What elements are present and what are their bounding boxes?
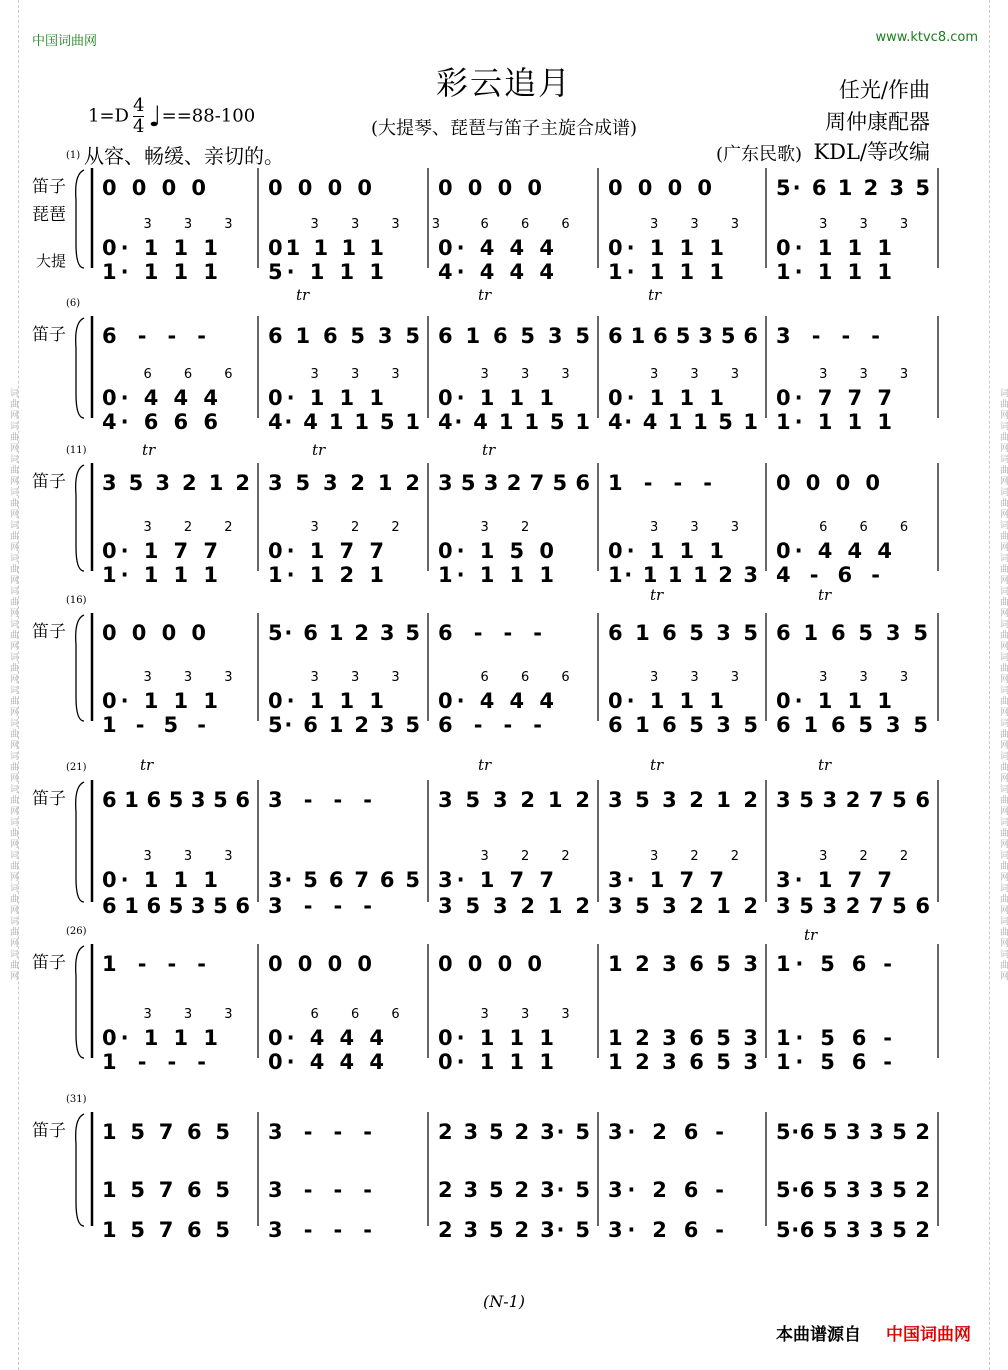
measure-number: (26) (66, 926, 87, 937)
page-title: 彩云追月 (435, 64, 572, 102)
pipa-notes: 0· 1 1 1 (438, 1026, 554, 1050)
tuplet-marks: 3 3 3 (310, 367, 414, 382)
measure-number: (21) (66, 762, 87, 773)
tuplet-marks: 3 2 (480, 520, 544, 535)
flute-notes: 0 0 0 0 (776, 471, 880, 495)
pipa-notes: 0· 1 1 1 (776, 236, 892, 260)
flute-notes: 3 5 3 2 1 2 (608, 788, 758, 812)
flute-notes: 3 5 3 2 1 2 (102, 471, 250, 495)
pipa-notes: 3· 1 7 7 (608, 868, 724, 892)
flute-notes: 6 - - - (438, 621, 542, 645)
left-watermark-strip: 词曲网词曲网词曲网词曲网词曲网词曲网词曲网词曲网词曲网词曲网词曲网词曲网词曲网词曲网词曲网词曲网词曲网词曲网 (0, 0, 19, 1370)
flute-notes: 5· 6 1 2 3 5 (268, 621, 420, 645)
tuplet-marks: 3 3 3 (480, 367, 584, 382)
tuplet-marks: 6 6 6 (480, 670, 584, 685)
cello-notes: 1· 1 1 1 2 3 (608, 563, 758, 587)
cello-notes: 1 2 3 6 5 3 (608, 1050, 758, 1074)
pipa-notes: 0· 4 4 4 (438, 236, 554, 260)
pipa-notes: 0· 1 1 1 (608, 386, 724, 410)
right-watermark-strip: 词曲网词曲网词曲网词曲网词曲网词曲网词曲网词曲网词曲网词曲网词曲网词曲网词曲网词曲网词曲网词曲网词曲网词曲网 (989, 0, 1008, 1370)
pipa-notes: 0· 1 1 1 (438, 386, 554, 410)
pipa-notes: 0· 4 4 4 (776, 539, 892, 563)
measure-number: (11) (66, 445, 87, 456)
cello-notes: 0· 4 4 4 (268, 1050, 384, 1074)
expression-marking: 从容、畅缓、亲切的。 (84, 144, 284, 168)
flute-notes: 3 - - - (776, 324, 880, 348)
time-numerator: 4 (132, 95, 145, 116)
cello-notes: 6 1 6 5 3 5 (776, 713, 928, 737)
quarter-note-icon: ♩ (148, 100, 162, 133)
origin-note: (广东民歌) (716, 144, 803, 165)
cello-notes: 1· 1 1 1 (776, 410, 892, 434)
instrument-label-flute: 笛子 (32, 325, 66, 345)
cello-notes: 3 5 3 2 1 2 (608, 894, 758, 918)
footer-source-text: 本曲谱源自 (776, 1325, 861, 1345)
flute-notes: 3 - - - (268, 1120, 372, 1144)
tuplet-marks: 3 3 3 (310, 670, 414, 685)
pipa-notes: 0· 1 1 1 (102, 1026, 218, 1050)
instrument-label-flute: 笛子 (32, 622, 66, 642)
cello-notes: 5·6 5 3 3 5 2 (776, 1218, 930, 1242)
trill-ornament: tr (818, 586, 832, 604)
trill-ornament: tr (482, 441, 496, 459)
flute-notes: 1 - - - (608, 471, 712, 495)
flute-notes: 0 0 0 0 (268, 176, 372, 200)
pipa-notes: 1 5 7 6 5 (102, 1178, 230, 1202)
trill-ornament: tr (648, 286, 662, 304)
cello-notes: 3 - - - (268, 894, 372, 918)
pipa-notes: 0· 1 1 1 (608, 539, 724, 563)
flute-notes: 0 0 0 0 (102, 176, 206, 200)
flute-notes: 1 2 3 6 5 3 (608, 952, 758, 976)
measure-number: (16) (66, 595, 87, 606)
tuplet-marks: 3 3 3 (650, 670, 754, 685)
cello-notes: 1· 1 1 1 (438, 563, 554, 587)
flute-notes: 6 1 6 5 3 5 (776, 621, 928, 645)
flute-notes: 3 5 3 2 1 2 (268, 471, 420, 495)
system-brace (76, 615, 84, 721)
trill-ornament: tr (142, 441, 156, 459)
pipa-notes: 01 1 1 1 (268, 236, 384, 260)
cello-notes: 3 5 3 2 7 5 6 (776, 894, 930, 918)
system-brace (76, 1114, 84, 1226)
cello-notes: 1· 1 1 1 (102, 563, 218, 587)
site-name-left: 中国词曲网 (32, 34, 98, 49)
pipa-notes: 0· 1 1 1 (102, 689, 218, 713)
system-brace (76, 782, 84, 902)
trill-ornament: tr (804, 926, 818, 944)
system-brace (76, 465, 84, 571)
tuplet-marks: 6 6 6 (143, 367, 247, 382)
trill-ornament: tr (818, 756, 832, 774)
flute-notes: 0 0 0 0 (438, 952, 542, 976)
flute-notes: 0 0 0 0 (608, 176, 712, 200)
system-brace (76, 946, 84, 1058)
flute-notes: 0 0 0 0 (438, 176, 542, 200)
composer-credit: 任光/作曲 (838, 78, 930, 102)
pipa-notes: 2 3 5 2 3· 5 (438, 1178, 590, 1202)
pipa-notes: 3· 2 6 - (608, 1178, 724, 1202)
editor-credit: KDL/等改编 (813, 140, 930, 164)
pipa-notes: 0· 1 7 7 (102, 539, 218, 563)
trill-ornament: tr (478, 756, 492, 774)
instrument-label-flute: 笛子 (32, 789, 66, 809)
tuplet-marks: 3 3 3 (143, 849, 247, 864)
cello-notes: 3· 2 6 - (608, 1218, 724, 1242)
flute-notes: 6 1 6 5 3 5 (608, 621, 758, 645)
tuplet-marks: 3 3 3 (480, 1007, 584, 1022)
pipa-notes: 0· 7 7 7 (776, 386, 892, 410)
tempo-marking: ==88-100 (161, 105, 256, 127)
tuplet-marks: 3 3 3 (143, 1007, 247, 1022)
cello-notes: 5· 6 1 2 3 5 (268, 713, 420, 737)
cello-notes: 4· 4 1 1 5 1 (268, 410, 420, 434)
pipa-notes: 0· 1 7 7 (268, 539, 384, 563)
flute-notes: 1 5 7 6 5 (102, 1120, 230, 1144)
arranger-credit: 周仲康配器 (825, 110, 930, 134)
tuplet-marks: 3 3 3 (143, 670, 247, 685)
cello-notes: 1 - - - (102, 1050, 206, 1074)
instrument-label-cello: 大提 (36, 252, 67, 270)
trill-ornament: tr (478, 286, 492, 304)
tuplet-marks: 3 3 3 (650, 217, 754, 232)
measure-number: (31) (66, 1094, 87, 1105)
pipa-notes: 0· 4 4 4 (438, 689, 554, 713)
measure-number: (1) (66, 150, 81, 161)
cello-notes: 4· 6 6 6 (102, 410, 218, 434)
tuplet-marks: 3 2 2 (819, 849, 923, 864)
cello-notes: 1 5 7 6 5 (102, 1218, 230, 1242)
tuplet-marks: 3 3 3 (819, 670, 923, 685)
cello-notes: 5· 1 1 1 (268, 260, 384, 284)
flute-notes: 3 - - - (268, 788, 372, 812)
flute-notes: 3 5 3 2 7 5 6 (776, 788, 930, 812)
pipa-notes: 3· 5 6 7 6 5 (268, 868, 420, 892)
instrument-label-flute: 笛子 (32, 953, 66, 973)
key-signature: 1=D (88, 105, 129, 127)
cello-notes: 1 - 5 - (102, 713, 206, 737)
cello-notes: 6 1 6 5 3 5 6 (102, 894, 250, 918)
flute-notes: 0 0 0 0 (268, 952, 372, 976)
tuplet-marks: 3 3 3 (650, 520, 754, 535)
cello-notes: 0· 1 1 1 (438, 1050, 554, 1074)
tuplet-marks: 3 2 2 (310, 520, 414, 535)
flute-notes: 1· 5 6 - (776, 952, 892, 976)
instrument-label-flute: 笛子 (32, 1121, 66, 1141)
cello-notes: 6 1 6 5 3 5 (608, 713, 758, 737)
cello-notes: 1· 1 1 1 (776, 260, 892, 284)
cello-notes: 4 - 6 - (776, 563, 880, 587)
pipa-notes: 3 - - - (268, 1178, 372, 1202)
flute-notes: 6 1 6 5 3 5 (438, 324, 590, 348)
flute-notes: 6 - - - (102, 324, 206, 348)
tuplet-marks: 3 3 3 (819, 217, 923, 232)
pipa-notes: 0· 1 1 1 (608, 236, 724, 260)
flute-notes: 6 1 6 5 3 5 (268, 324, 420, 348)
pipa-notes: 5·6 5 3 3 5 2 (776, 1178, 930, 1202)
measure-number: (6) (66, 298, 81, 309)
flute-notes: 5·6 5 3 3 5 2 (776, 1120, 930, 1144)
instrument-label-flute: 笛子 (32, 177, 66, 197)
cello-notes: 4· 4 1 1 5 1 (608, 410, 758, 434)
pipa-notes: 0· 1 1 1 (776, 689, 892, 713)
flute-notes: 3 5 3 2 1 2 (438, 788, 590, 812)
tuplet-marks: 3 2 2 (480, 849, 584, 864)
trill-ornament: tr (296, 286, 310, 304)
site-url-right: www.ktvc8.com (875, 30, 978, 45)
cello-notes: 3 5 3 2 1 2 (438, 894, 590, 918)
cello-notes: 2 3 5 2 3· 5 (438, 1218, 590, 1242)
trill-ornament: tr (650, 586, 664, 604)
time-denominator: 4 (132, 116, 145, 137)
instrument-label-pipa: 琵琶 (32, 205, 66, 225)
page-number: (N-1) (482, 1292, 526, 1311)
page-subtitle: (大提琴、琵琶与笛子主旋合成谱) (370, 118, 638, 139)
tuplet-marks: 3 2 2 (650, 849, 754, 864)
footer-site-name: 中国词曲网 (886, 1325, 971, 1345)
flute-notes: 0 0 0 0 (102, 621, 206, 645)
pipa-notes: 3· 1 7 7 (438, 868, 554, 892)
pipa-notes: 0· 1 1 1 (608, 689, 724, 713)
pipa-notes: 0· 1 5 0 (438, 539, 554, 563)
pipa-notes: 1· 5 6 - (776, 1026, 892, 1050)
flute-notes: 3· 2 6 - (608, 1120, 724, 1144)
tuplet-marks: 3 2 2 (143, 520, 247, 535)
tuplet-marks: 3 3 3 3 (310, 217, 455, 232)
pipa-notes: 0· 4 4 4 (102, 386, 218, 410)
cello-notes: 1· 1 1 1 (102, 260, 218, 284)
flute-notes: 6 1 6 5 3 5 6 (102, 788, 250, 812)
pipa-notes: 0· 1 1 1 (268, 689, 384, 713)
tuplet-marks: 6 6 6 (480, 217, 584, 232)
tuplet-marks: 6 6 6 (819, 520, 923, 535)
pipa-notes: 1 2 3 6 5 3 (608, 1026, 758, 1050)
cello-notes: 6 - - - (438, 713, 542, 737)
trill-ornament: tr (650, 756, 664, 774)
flute-notes: 5· 6 1 2 3 5 (776, 176, 930, 200)
cello-notes: 4· 4 4 4 (438, 260, 554, 284)
flute-notes: 2 3 5 2 3· 5 (438, 1120, 590, 1144)
tuplet-marks: 3 3 3 (650, 367, 754, 382)
pipa-notes: 0· 4 4 4 (268, 1026, 384, 1050)
flute-notes: 1 - - - (102, 952, 206, 976)
cello-notes: 3 - - - (268, 1218, 372, 1242)
cello-notes: 4· 4 1 1 5 1 (438, 410, 590, 434)
pipa-notes: 0· 1 1 1 (102, 236, 218, 260)
pipa-notes: 3· 1 7 7 (776, 868, 892, 892)
flute-notes: 3 5 3 2 7 5 6 (438, 471, 590, 495)
system-brace (76, 318, 84, 418)
tuplet-marks: 3 3 3 (819, 367, 923, 382)
instrument-label-flute: 笛子 (32, 472, 66, 492)
tuplet-marks: 6 6 6 (310, 1007, 414, 1022)
trill-ornament: tr (140, 756, 154, 774)
pipa-notes: 0· 1 1 1 (268, 386, 384, 410)
flute-notes: 6 1 6 5 3 5 6 (608, 324, 758, 348)
cello-notes: 1· 1 2 1 (268, 563, 384, 587)
cello-notes: 1· 1 1 1 (608, 260, 724, 284)
trill-ornament: tr (312, 441, 326, 459)
pipa-notes: 0· 1 1 1 (102, 868, 218, 892)
tuplet-marks: 3 3 3 (143, 217, 247, 232)
system-brace (76, 170, 84, 268)
cello-notes: 1· 5 6 - (776, 1050, 892, 1074)
